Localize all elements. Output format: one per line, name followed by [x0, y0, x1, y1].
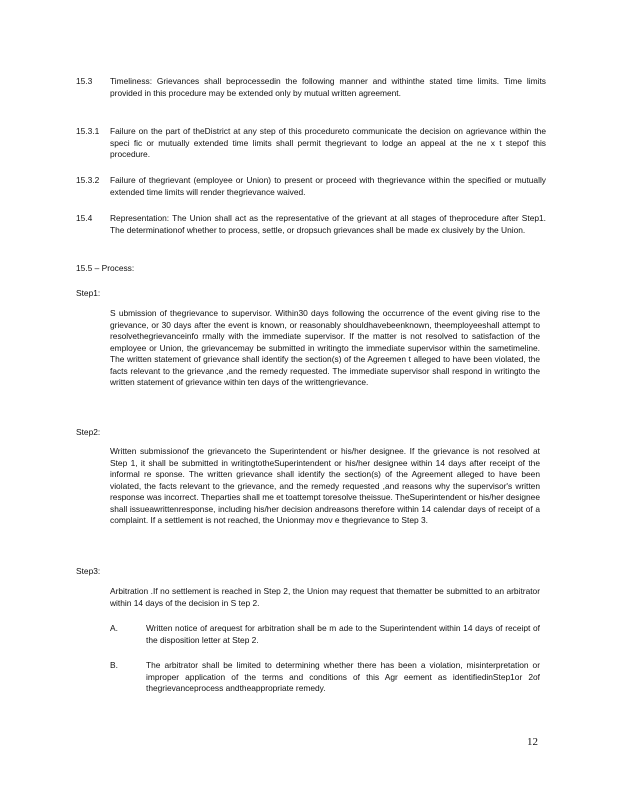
section-text: Representation: The Union shall act as the representative of the grievant at all stages of theprocedure after Step1. The determinationof whether to process, settle, or dropsuch grievances shall be made ex clusively by the Union. [110, 213, 546, 235]
step-2-text: Written submissionof the grievanceto the Superintendent or his/her designee. If the grievance is not resolved at Step 1, it shall be submitted in writingtotheSuperintendent or his/her designee within 14 days after receipt of the informal re sponse. The written grievance shall identify the section(s) of the Agreement alleged to have been violated, the facts relevant to the grievance, and the remedy requested ,and reasons why the supervisor's written response was incorrect. Theparties shall me et toattempt toresolve theissue. TheSuperintendent or his/her designee shall issueawrittenresponse, including his/her decision andreasons therefore within 14 calendar days of receipt of a complaint. If a settlement is not reached, the Unionmay mov e thegrievance to Step 3. [110, 446, 540, 525]
step-3-label: Step3: [76, 566, 101, 576]
item-text: The arbitrator shall be limited to determining whether there has been a violation, misinterpretation or improper application of the terms and conditions of this Agr eement as identifiedinStep1or 2of thegrievanceprocess andtheappropriate remedy. [146, 660, 540, 693]
step-2-label: Step2: [76, 427, 101, 437]
section-number: 15.3 [76, 76, 93, 86]
item-letter: A. [110, 623, 118, 633]
item-text: Written notice of arequest for arbitration shall be m ade to the Superintendent within 14 days of receipt of the disposition letter at Step 2. [146, 623, 540, 645]
step-3-text: Arbitration .If no settlement is reached in Step 2, the Union may request that thematter be submitted to an arbitrator within 14 days of the decision in S tep 2. [110, 586, 540, 608]
page-number: 12 [527, 736, 538, 748]
section-number: 15.3.1 [76, 126, 100, 136]
step-1-label: Step1: [76, 288, 101, 298]
section-text: Timeliness: Grievances shall beprocessedin the following manner and withinthe stated time limits. Time limits provided in this procedure may be extended only by mutual written agreement. [110, 76, 546, 98]
step-1-text: S ubmission of thegrievance to supervisor. Within30 days following the occurrence of the event giving rise to the grievance, or 30 days after the event is known, or reasonably shouldhavebeenknown, theemployeeshall attempt to resolvethegrievanceinfo rmally with the immediate supervisor. If the matter is not resolved to satisfaction of the employee or Union, the grievancemay be submitted in writingto the immediate supervisor within the sametimeline. The written statement of grievance shall identify the section(s) of the Agreemen t alleged to have been violated, the facts relevant to the grievance ,and the remedy requested. The immediate supervisor shall respond in writingto the written statement of grievance within ten days of the writtengrievance. [110, 308, 540, 387]
section-number: 15.4 [76, 213, 93, 223]
section-text: Failure of thegrievant (employee or Union) to present or proceed with thegrievance within the specified or mutually extended time limits will render thegrievance waived. [110, 175, 546, 197]
section-number: 15.3.2 [76, 175, 100, 185]
process-heading: 15.5 – Process: [76, 263, 135, 273]
section-text: Failure on the part of theDistrict at any step of this procedureto communicate the decision on agrievance within the speci fic or mutually extended time limits shall permit thegrievant to lodge an appeal at the ne x t stepof this procedure. [110, 126, 546, 159]
item-letter: B. [110, 660, 118, 670]
